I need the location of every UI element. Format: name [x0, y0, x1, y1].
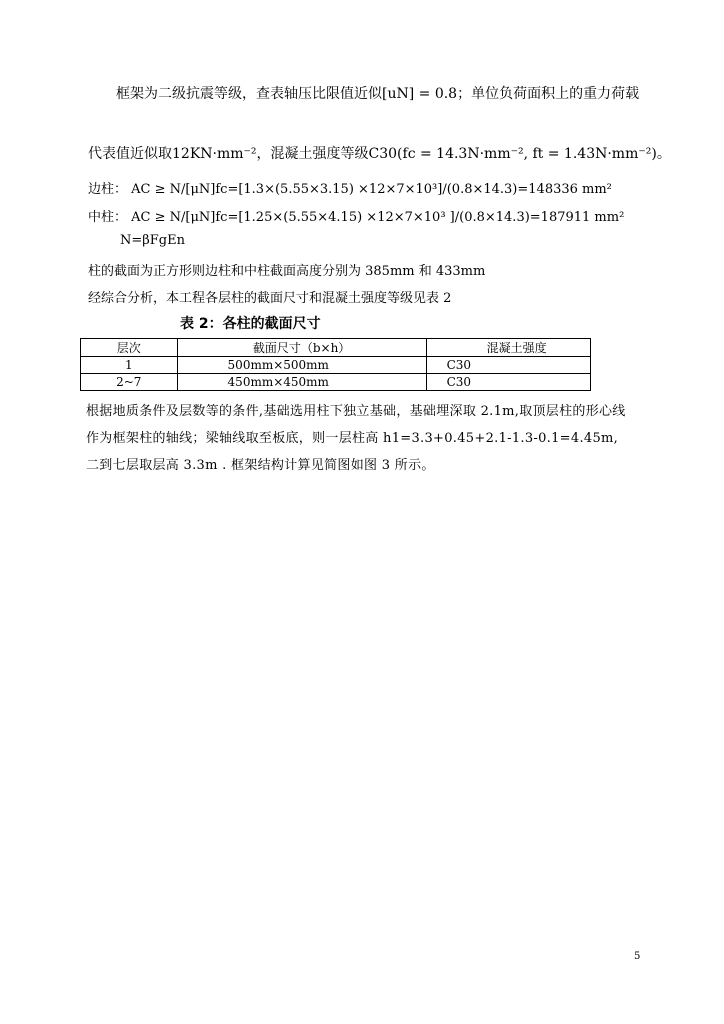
- header-concrete-grade: 混凝土强度: [426, 339, 590, 357]
- formula-n: N=βFgEn: [120, 233, 185, 248]
- text-line-2: 代表值近似取12KN·mm⁻²，混凝土强度等级C30(fc = 14.3N·mm⁻², ft = 1.43N·mm⁻²)。: [88, 146, 671, 162]
- text-line-edge-column: 边柱： AC ≥ N/[μN]fc=[1.3×(5.55×3.15) ×12×7×10³]/(0.8×14.3)=148336 mm²: [88, 182, 612, 197]
- table-row: [81, 374, 591, 391]
- table-caption: 表 2：各柱的截面尺寸: [180, 316, 321, 332]
- page-number: 5: [634, 951, 641, 962]
- cell-concrete-grade: C30: [426, 374, 590, 391]
- cell-floor: 2~7: [81, 374, 178, 391]
- cell-floor: 1: [81, 357, 178, 374]
- foundation-paragraph: 根据地质条件及层数等的条件,基础选用柱下独立基础，基础埋深取 2.1m,取顶层柱的形心线作为框架柱的轴线；梁轴线取至板底，则一层柱高 h1=3.3+0.45+2.1-1.3-0.1=4.45m,二到七层取层高 3.3m . 框架结构计算见简图如图 3 所示。: [86, 404, 626, 473]
- text-line-section-height: 柱的截面为正方形则边柱和中柱截面高度分别为 385mm 和 433mm: [88, 264, 486, 279]
- cell-section-size: 450mm×450mm: [177, 374, 426, 391]
- table-row: [81, 357, 591, 374]
- column-section-table: [80, 338, 591, 391]
- text-line-1: 框架为二级抗震等级，查表轴压比限值近似[uN] = 0.8；单位负荷面积上的重力荷载: [116, 86, 640, 102]
- table-header-row: [81, 339, 591, 357]
- cell-concrete-grade: C30: [426, 357, 590, 374]
- header-floor: 层次: [81, 339, 178, 357]
- text-line-middle-column: 中柱： AC ≥ N/[μN]fc=[1.25×(5.55×4.15) ×12×7×10³ ]/(0.8×14.3)=187911 mm²: [88, 210, 625, 225]
- cell-section-size: 500mm×500mm: [177, 357, 426, 374]
- text-line-summary: 经综合分析，本工程各层柱的截面尺寸和混凝土强度等级见表 2: [88, 291, 452, 306]
- header-section-size: 截面尺寸（b×h）: [177, 339, 426, 357]
